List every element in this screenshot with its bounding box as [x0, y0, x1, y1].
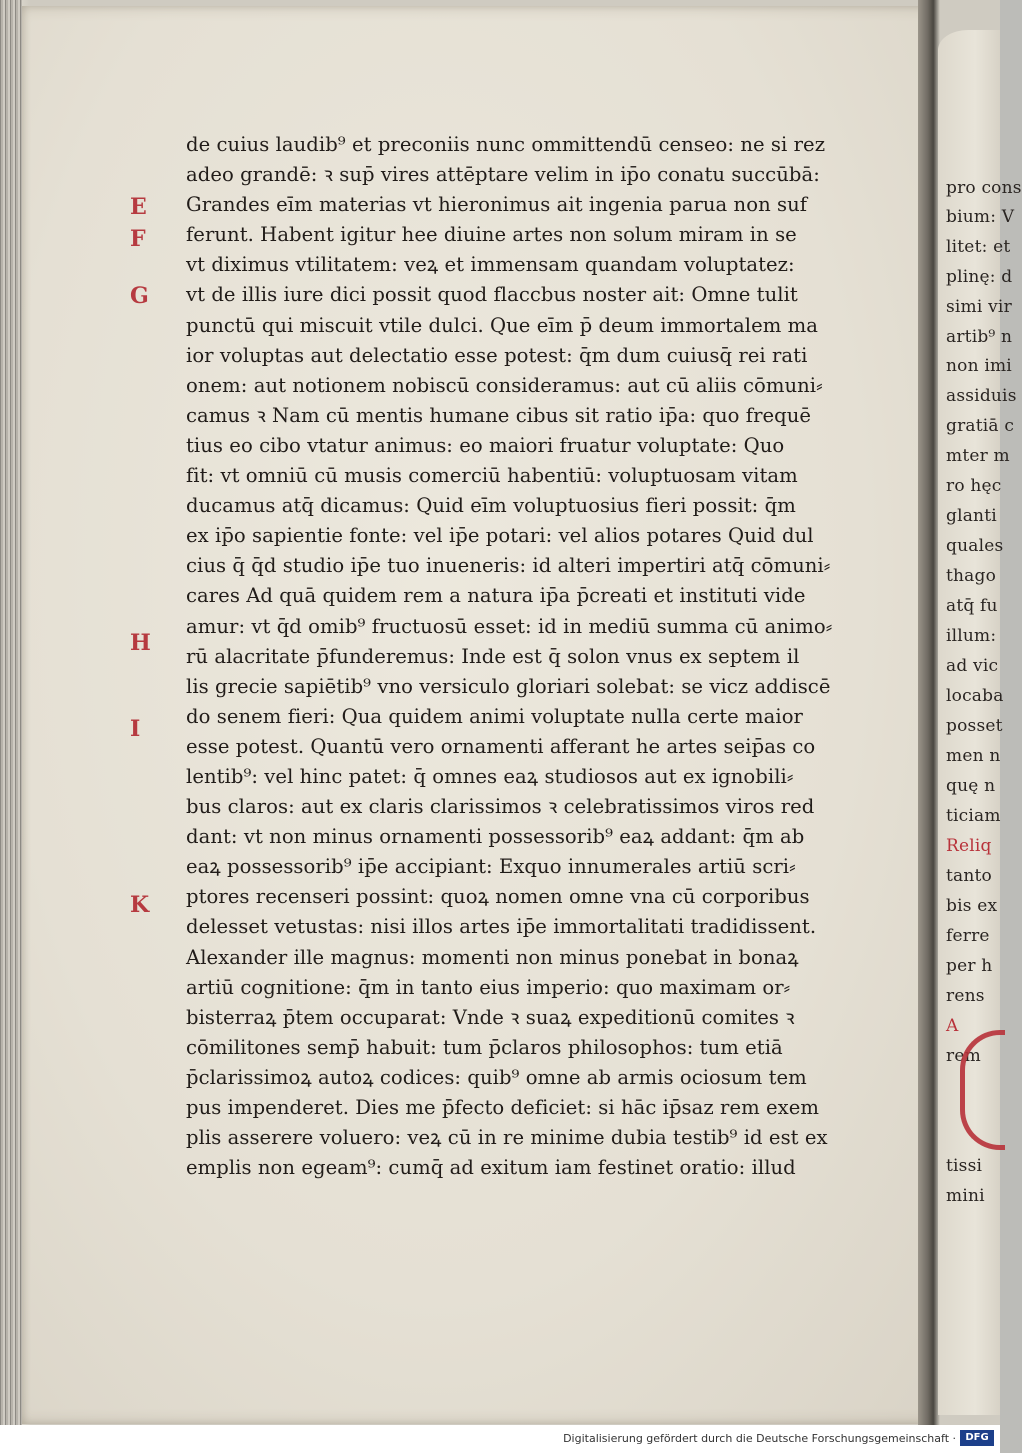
- text-line: camus ꝛ Nam cū mentis humane cibus sit ratio ip̄a: quo frequē: [186, 403, 812, 427]
- text-line: bisterraꝝ p̄tem occuparat: Vnde ꝛ suaꝝ expeditionū comites ꝛ: [186, 1005, 795, 1029]
- next-page-line: posset: [946, 716, 1003, 736]
- next-page-line: rens: [946, 986, 985, 1006]
- dfg-logo: DFG: [960, 1430, 994, 1446]
- text-line: emplis non egeam⁹: cumq̄ ad exitum iam festinet oratio: illud: [186, 1156, 796, 1180]
- book-gutter: [918, 0, 940, 1425]
- next-page-line: mter m: [946, 446, 1010, 466]
- next-page-line: artib⁹ n: [946, 327, 1013, 347]
- text-line: esse potest. Quantū vero ornamenti afferant he artes seip̄as co: [186, 734, 816, 758]
- text-line: ducamus atq̄ dicamus: Quid eīm voluptuosius fieri possit: q̄m: [186, 494, 796, 518]
- next-page-line: per h: [946, 956, 993, 976]
- next-page-line: non imi: [946, 356, 1012, 376]
- margin-letter-i: I: [130, 716, 141, 742]
- margin-letter-g: G: [130, 283, 149, 309]
- text-line: rū alacritate p̄funderemus: Inde est q̄ solon vnus ex septem il: [186, 644, 800, 668]
- next-page-line: bis ex: [946, 896, 998, 916]
- page-stack-edge: [0, 0, 22, 1425]
- text-line: fit: vt omniū cū musis comerciū habentiū: voluptuosam vitam: [186, 464, 798, 488]
- next-page-line: pro cons: [946, 178, 1022, 198]
- next-page-line: quales: [946, 536, 1004, 556]
- next-page-line: thago: [946, 566, 997, 586]
- margin-letter-e: E: [130, 194, 147, 220]
- text-line: punctū qui miscuit vtile dulci. Que eīm p̄ deum immortalem ma: [186, 313, 819, 337]
- text-line: amur: vt q̄d omib⁹ fructuosū esset: id in mediū summa cū animo⸗: [186, 614, 833, 638]
- text-line: plis asserere voluero: veꝝ cū in re minime dubia testib⁹ id est ex: [186, 1126, 828, 1150]
- text-line: cares Ad quā quidem rem a natura ip̄a p̄creati et instituti vide: [186, 584, 806, 608]
- text-line: ior voluptas aut delectatio esse potest: q̄m dum cuiusq̄ rei rati: [186, 343, 808, 367]
- next-page-line: A: [946, 1016, 959, 1036]
- text-line: delesset vetustas: nisi illos artes ip̄e immortalitati tradidissent.: [186, 915, 817, 939]
- next-page-line: illum:: [946, 626, 997, 646]
- text-line: lentib⁹: vel hinc patet: q̄ omnes eaꝝ studiosos aut ex ignobili⸗: [186, 764, 794, 788]
- text-line: do senem fieri: Qua quidem animi voluptate nulla certe maior: [186, 704, 803, 728]
- next-page-line: litet: et: [946, 237, 1011, 257]
- next-page-line: quę n: [946, 776, 996, 796]
- next-page-line: plinę: d: [946, 267, 1013, 287]
- text-line: ex ip̄o sapientie fonte: vel ip̄e potari: vel alios potares Quid dul: [186, 524, 814, 548]
- text-line: pus impenderet. Dies me p̄fecto deficiet: si hāc ip̄saz rem exem: [186, 1096, 820, 1119]
- text-line: ferunt. Habent igitur hee diuine artes non solum miram in se: [186, 223, 797, 247]
- next-page-line: bium: V: [946, 207, 1015, 227]
- text-line: de cuius laudib⁹ et preconiis nunc ommittendū censeo: ne si rez: [186, 133, 826, 156]
- next-page-line: assiduis: [946, 386, 1017, 406]
- text-line: adeo grandē: ꝛ sup̄ vires attēptare velim in ip̄o conatu succūbā:: [186, 163, 820, 187]
- next-page-line: glanti: [946, 506, 997, 526]
- footer-credit: Digitalisierung gefördert durch die Deutsche Forschungsgemeinschaft ·: [563, 1432, 956, 1445]
- next-page-line: mini: [946, 1186, 985, 1206]
- text-line: onem: aut notionem nobiscū consideramus: aut cū aliis cōmuni⸗: [186, 373, 823, 397]
- text-line: dant: vt non minus ornamenti possessorib⁹ eaꝝ addant: q̄m ab: [186, 825, 805, 849]
- text-line: artiū cognitione: q̄m in tanto eius imperio: quo maximam or⸗: [186, 975, 791, 999]
- next-page-line: Reliq: [946, 836, 992, 856]
- next-page-line: ferre: [946, 926, 990, 946]
- next-page-line: rem: [946, 1046, 981, 1066]
- text-line: Grandes eīm materias vt hieronimus ait ingenia parua non suf: [186, 193, 808, 217]
- margin-letter-h: H: [130, 630, 151, 656]
- text-line: tius eo cibo vtatur animus: eo maiori fruatur voluptate: Quo: [186, 433, 785, 457]
- text-line: cius q̄ q̄d studio ip̄e tuo inueneris: id alteri impertiri atq̄ cōmuni⸗: [186, 554, 831, 578]
- next-page-line: ticiam: [946, 806, 1001, 826]
- next-page-line: locaba: [946, 686, 1004, 706]
- text-line: vt de illis iure dici possit quod flaccbus noster ait: Omne tulit: [186, 283, 798, 307]
- red-initial-fragment: [960, 1030, 1005, 1150]
- next-page-line: tissi: [946, 1156, 983, 1176]
- next-page-line: simi vir: [946, 297, 1012, 317]
- text-line: p̄clarissimoꝝ autoꝝ codices: quib⁹ omne ab armis ociosum tem: [186, 1065, 807, 1089]
- margin-letter-k: K: [130, 892, 150, 918]
- main-text-column: [186, 130, 866, 1183]
- next-page-line: gratiā c: [946, 416, 1015, 436]
- text-line: bus claros: aut ex claris clarissimos ꝛ celebratissimos viros red: [186, 795, 815, 819]
- next-page-edge: [938, 30, 1022, 1415]
- text-line: ptores recenseri possint: quoꝝ nomen omne vna cū corporibus: [186, 885, 810, 909]
- next-page-line: ad vic: [946, 656, 999, 676]
- text-line: vt diximus vtilitatem: veꝝ et immensam quandam voluptatez:: [186, 253, 795, 277]
- text-line: eaꝝ possessorib⁹ ip̄e accipiant: Exquo innumerales artiū scri⸗: [186, 855, 796, 879]
- next-page-line: atq̄ fu: [946, 596, 998, 616]
- text-line: cōmilitones semp̄ habuit: tum p̄claros philosophos: tum etiā: [186, 1035, 783, 1059]
- text-line: Alexander ille magnus: momenti non minus ponebat in bonaꝝ: [186, 945, 799, 969]
- next-page-line: tanto: [946, 866, 992, 886]
- next-page-line: men n: [946, 746, 1001, 766]
- text-line: lis grecie sapiētib⁹ vno versiculo gloriari solebat: se vicz addiscē: [186, 674, 831, 698]
- margin-letter-f: F: [130, 226, 146, 252]
- next-page-line: ro hęc: [946, 476, 1002, 496]
